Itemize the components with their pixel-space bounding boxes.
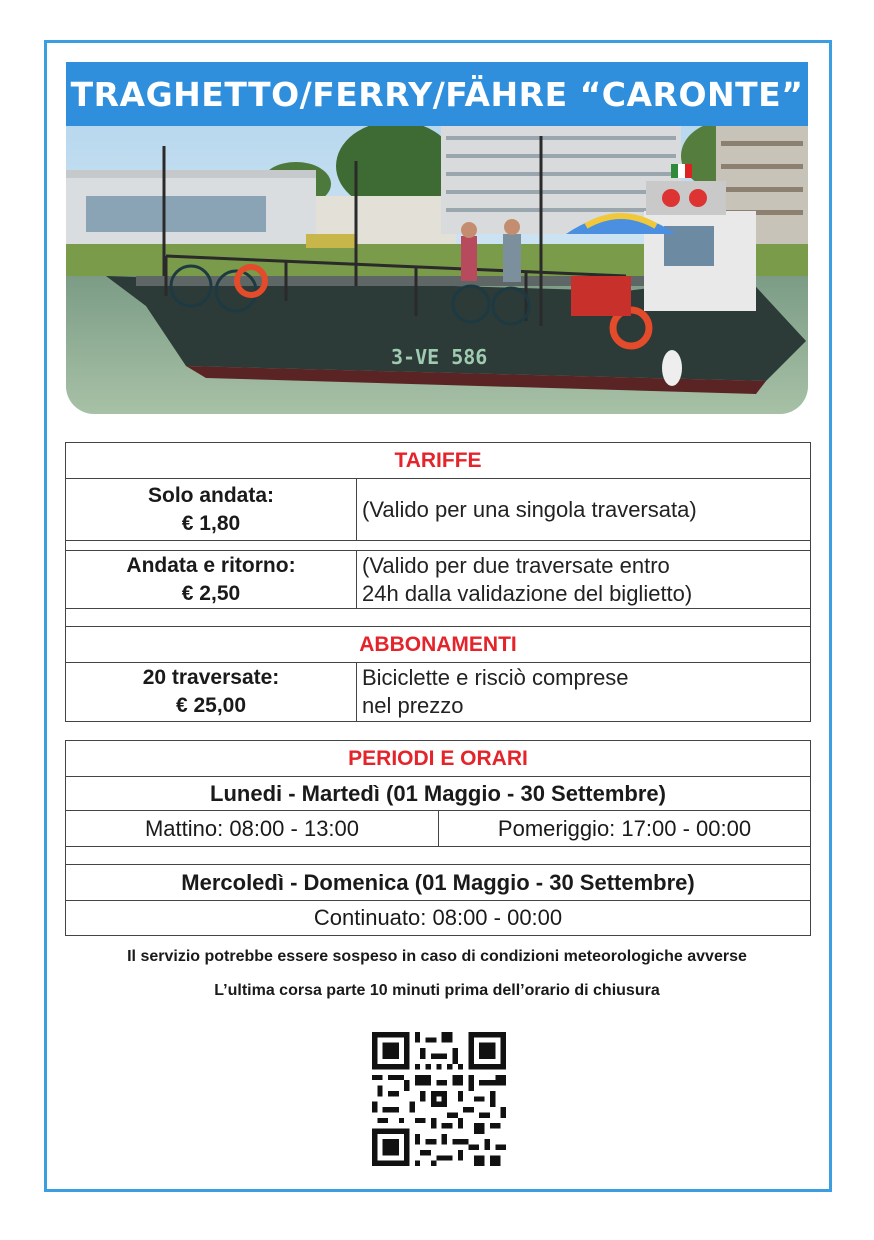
tariff-row bbox=[66, 479, 810, 541]
schedule-table bbox=[65, 740, 811, 936]
tariff-row bbox=[66, 551, 810, 609]
divider bbox=[66, 847, 810, 865]
subscription-row bbox=[66, 663, 810, 721]
tariffe-table bbox=[65, 442, 811, 722]
ferry-photo bbox=[66, 126, 808, 414]
tariffe-heading: TARIFFE bbox=[66, 443, 810, 479]
divider bbox=[66, 541, 810, 551]
subscription-price: € 25,00 bbox=[175, 694, 247, 717]
tariff-name: Andata e ritorno: bbox=[126, 553, 296, 577]
tariff-description: (Valido per due traversate entro bbox=[362, 552, 670, 578]
last-ride-note: L’ultima corsa parte 10 minuti prima dell’orario di chiusura bbox=[214, 982, 660, 999]
period-2-hours: Continuato: 08:00 - 00:00 bbox=[313, 905, 563, 930]
tariff-description: 24h dalla validazione del biglietto) bbox=[362, 580, 693, 606]
tariff-price: € 2,50 bbox=[181, 581, 241, 605]
boat-registration: 3-VE 586 bbox=[391, 345, 488, 369]
subscription-description: Biciclette e risciò comprese bbox=[362, 665, 629, 690]
divider bbox=[66, 609, 810, 627]
tariff-name: Solo andata: bbox=[147, 483, 274, 507]
periodi-heading: PERIODI E ORARI bbox=[66, 741, 810, 777]
weather-note: Il servizio potrebbe essere sospeso in caso di condizioni meteorologiche avverse bbox=[127, 948, 747, 965]
period-1-hours bbox=[66, 811, 810, 847]
qr-code[interactable] bbox=[372, 1032, 506, 1166]
subscription-description: nel prezzo bbox=[362, 693, 464, 718]
page-title: TRAGHETTO/FERRY/FÄHRE “CARONTE” bbox=[66, 62, 808, 126]
period-2-title: Mercoledì - Domenica (01 Maggio - 30 Settembre) bbox=[66, 865, 810, 901]
morning-hours: Mattino: 08:00 - 13:00 bbox=[66, 811, 439, 846]
tariff-price: € 1,80 bbox=[181, 511, 241, 535]
afternoon-hours: Pomeriggio: 17:00 - 00:00 bbox=[497, 815, 752, 841]
abbonamenti-heading: ABBONAMENTI bbox=[66, 627, 810, 663]
period-1-title: Lunedi - Martedì (01 Maggio - 30 Settembre) bbox=[66, 777, 810, 811]
subscription-name: 20 traversate: bbox=[142, 666, 280, 689]
tariff-description: (Valido per una singola traversata) bbox=[362, 496, 697, 522]
